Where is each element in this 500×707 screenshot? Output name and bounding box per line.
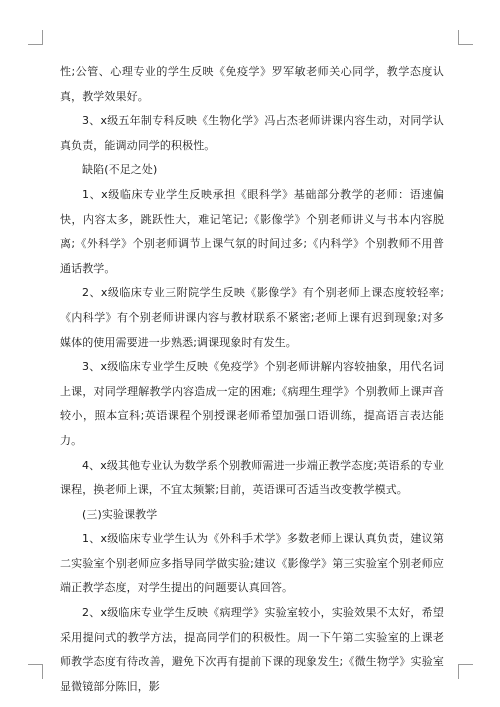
crop-mark-bottom-left xyxy=(28,664,43,679)
paragraph: 4、x级其他专业认为数学系个别教师需进一步端正教学态度;英语系的专业课程，换老师上课，不宜太频繁;目前，英语课可否适当改变教学模式。 xyxy=(60,458,444,497)
crop-mark-top-right xyxy=(458,30,473,45)
paragraph: 3、x级五年制专科反映《生物化学》冯占杰老师讲课内容生动，对同学认真负责，能调动同学的积极性。 xyxy=(60,114,444,152)
crop-mark-bottom-right xyxy=(458,664,473,679)
section-heading: (三)实验课教学 xyxy=(82,507,158,521)
paragraph: 性;公管、心理专业的学生反映《免疫学》罗军敏老师关心同学，教学态度认真，教学效果好。 xyxy=(60,65,444,103)
crop-mark-top-left xyxy=(28,30,43,45)
paragraph: 2、x级临床专业学生反映《病理学》实验室较小，实验效果不太好，希望采用提问式的教学方法，提高同学们的积极性。周一下午第二实验室的上课老师教学态度有待改善，避免下次再有提前下课的现象发生;《微生物学》实验室显微镜部分陈旧，影 xyxy=(60,606,444,693)
paragraph: 3、x级临床专业学生反映《免疫学》个别老师讲解内容较抽象，用代名词上课，对同学理解教学内容造成一定的困难;《病理生理学》个别教师上课声音较小，照本宣科;英语课程个别授课老师希望加强口语训练，提高语言表达能力。 xyxy=(60,360,444,447)
paragraph: 2、x级临床专业三附院学生反映《影像学》有个别老师上课态度较轻率;《内科学》有个别老师讲课内容与教材联系不紧密;老师上课有迟到现象;对多媒体的使用需要进一步熟悉;调课现象时有发生。 xyxy=(60,286,444,349)
paragraph: 1、x级临床专业学生认为《外科手术学》多数老师上课认真负责，建议第二实验室个别老师应多指导同学做实验;建议《影像学》第三实验室个别老师应端正教学态度，对学生提出的问题要认真回答。 xyxy=(60,532,444,595)
section-heading: 缺陷(不足之处) xyxy=(82,163,158,177)
paragraph: 1、x级临床专业学生反映承担《眼科学》基础部分教学的老师：语速偏快，内容太多，跳跃性大，难记笔记;《影像学》个别老师讲义与书本内容脱离;《外科学》个别老师调节上课气氛的时间过多;《内科学》个别教师不用普通话教学。 xyxy=(60,187,444,275)
document-body xyxy=(60,60,444,699)
